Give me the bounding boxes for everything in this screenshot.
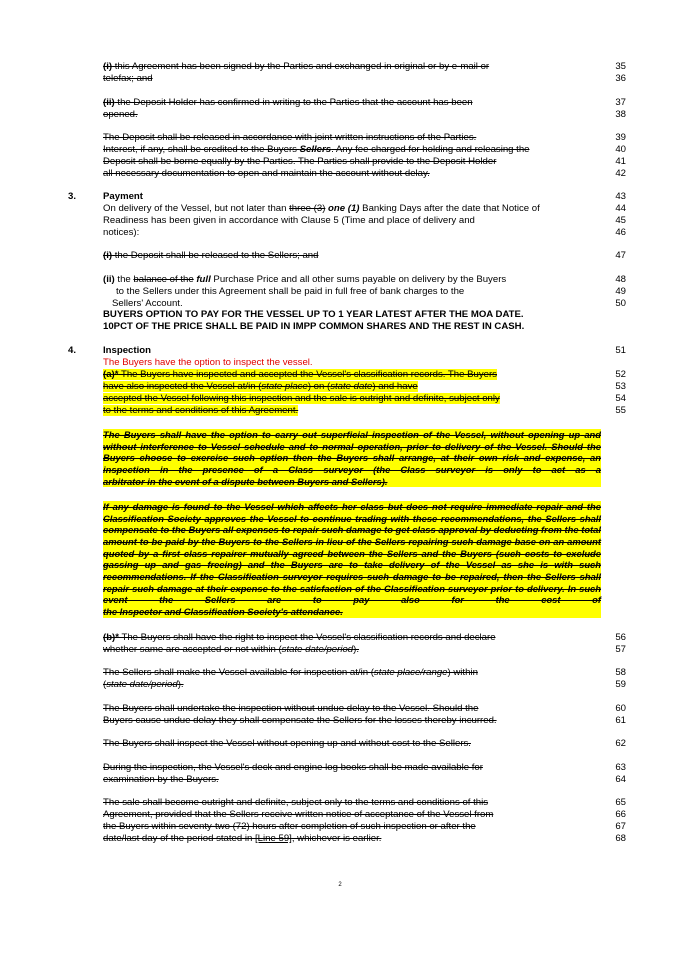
text-line: (b)* The Buyers shall have the right to inspect the Vessel's classification records and declare	[103, 632, 496, 643]
line-number: 62	[615, 738, 626, 749]
line-number: 40	[615, 144, 626, 155]
text-line: The Buyers shall inspect the Vessel without opening up and without cost to the Sellers.	[103, 738, 471, 749]
text-line: opened.	[103, 109, 138, 120]
text-line: The Sellers shall make the Vessel available for inspection at/in (state place/range) within	[103, 667, 478, 678]
text-line: (ii) the Deposit Holder has confirmed in writing to the Parties that the account has been	[103, 97, 473, 108]
line-number: 68	[615, 833, 626, 844]
line-number: 60	[615, 703, 626, 714]
text-line: During the inspection, the Vessel's deck and engine log books shall be made available for	[103, 762, 483, 773]
text-line: the Buyers within seventy-two (72) hours after completion of such inspection or after the	[103, 821, 476, 832]
line-number: 51	[615, 345, 626, 356]
text-line: (i) the Deposit shall be released to the Sellers; and	[103, 250, 319, 261]
line-number: 57	[615, 644, 626, 655]
line-number: 47	[615, 250, 626, 261]
line-number: 65	[615, 797, 626, 808]
line-number: 44	[615, 203, 626, 214]
text-line: Sellers' Account.	[112, 298, 183, 309]
line-number: 49	[615, 286, 626, 297]
line-number: 45	[615, 215, 626, 226]
line-number: 39	[615, 132, 626, 143]
line-number: 50	[615, 298, 626, 309]
line-number: 53	[615, 381, 626, 392]
highlighted-paragraph: If any damage is found to the Vessel which affects her class but does not require immediate repair and the Classification Society approves the Vessel to continue trading with these recommendations, the Sellers shall compensate to the Buyers all expenses to repair such damage to get class approval by deducting from the total amount to be paid by the Buyers to the Sellers in lieu of the Sellers repairing such damage base on an amount quoted by a first class repairer mutually agreed between the Sellers and the Buyers (such costs to exclude gassing up and gas freeing) and the Buyers are to take delivery of the Vessel as she is with such recommendations. If the Classification surveyor requires such damage to be repaired, then the Sellers shall repair such damage at their expense to the satisfaction of the Classification surveyor prior to delivery. In such event the Sellers are to pay also for the cost of the Inspector and Classification Society's attendance.	[103, 501, 602, 617]
text-line: The Buyers shall undertake the inspection without undue delay to the Vessel. Should the	[103, 703, 479, 714]
line-number: 58	[615, 667, 626, 678]
line-number: 55	[615, 405, 626, 416]
line-number: 61	[615, 715, 626, 726]
text-line: The sale shall become outright and definite, subject only to the terms and conditions of this	[103, 797, 489, 808]
text-line: Readiness has been given in accordance with Clause 5 (Time and place of delivery and	[103, 215, 475, 226]
text-line: Agreement, provided that the Sellers receive written notice of acceptance of the Vessel from	[103, 809, 494, 820]
text-line: to the terms and conditions of this Agreement.	[103, 405, 299, 416]
line-number: 66	[615, 809, 626, 820]
line-number: 64	[615, 774, 626, 785]
text-line: examination by the Buyers.	[103, 774, 219, 785]
line-number: 52	[615, 369, 626, 380]
text-line: notices):	[103, 227, 140, 238]
page-number: 2	[338, 882, 342, 888]
text-line: telefax; and	[103, 73, 153, 84]
line-number: 37	[615, 97, 626, 108]
text-line: 10PCT OF THE PRICE SHALL BE PAID IN IMPP COMMON SHARES AND THE REST IN CASH.	[103, 321, 525, 332]
text-line: all necessary documentation to open and maintain the account without delay.	[103, 168, 430, 179]
line-number: 38	[615, 109, 626, 120]
text-line: (state date/period).	[103, 679, 184, 690]
line-number: 59	[615, 679, 626, 690]
line-number: 42	[615, 168, 626, 179]
text-line: accepted the Vessel following this inspection and the sale is outright and definite, subject only	[103, 393, 500, 404]
text-line: (ii) the balance of the full Purchase Price and all other sums payable on delivery by the Buyers	[103, 274, 507, 285]
line-number: 36	[615, 73, 626, 84]
text-line: (i) this Agreement has been signed by the Parties and exchanged in original or by e-mail or	[103, 61, 490, 72]
text-line: whether same are accepted or not within (state date/period).	[103, 644, 360, 655]
text-line: Interest, if any, shall be credited to the Buyers Sellers. Any fee charged for holding and releasing the	[103, 144, 530, 155]
text-line: On delivery of the Vessel, but not later than three (3) one (1) Banking Days after the date that Notice of	[103, 203, 540, 214]
text-line: Buyers cause undue delay they shall compensate the Sellers for the losses thereby incurred.	[103, 715, 497, 726]
text-line: Deposit shall be borne equally by the Parties. The Parties shall provide to the Deposit Holder	[103, 156, 497, 167]
section-title: Inspection	[103, 345, 151, 356]
text-line: BUYERS OPTION TO PAY FOR THE VESSEL UP TO 1 YEAR LATEST AFTER THE MOA DATE.	[103, 309, 524, 320]
text-line: date/last day of the period stated in [Line 59], whichever is earlier.	[103, 833, 382, 844]
section-number: 3.	[68, 191, 77, 202]
line-number: 46	[615, 227, 626, 238]
highlighted-paragraph: The Buyers shall have the option to carry out superficial inspection of the Vessel, without opening up and without interference to Vessel schedule and to normal operation, prior to delivery of the Vessel. Should the Buyers choose to exercise such option then the Buyers shall arrange, at their own risk and expense, an inspection in the presence of a Class surveyor (the Class surveyor is only to act as a arbitrator in the event of a dispute between Buyers and Sellers).	[103, 429, 601, 487]
line-number: 43	[615, 191, 626, 202]
line-number: 63	[615, 762, 626, 773]
section-title: Payment	[103, 191, 143, 202]
text-line: The Buyers have the option to inspect the vessel.	[103, 357, 313, 368]
text-line: to the Sellers under this Agreement shall be paid in full free of bank charges to the	[116, 286, 465, 297]
line-number: 54	[615, 393, 626, 404]
section-number: 4.	[68, 345, 77, 356]
line-number: 35	[615, 61, 626, 72]
line-number: 41	[615, 156, 626, 167]
line-number: 56	[615, 632, 626, 643]
text-line: The Deposit shall be released in accordance with joint written instructions of the Parties.	[103, 132, 477, 143]
line-number: 48	[615, 274, 626, 285]
line-number: 67	[615, 821, 626, 832]
text-line: have also inspected the Vessel at/in (state place) on (state date) and have	[103, 381, 418, 392]
text-line: (a)* The Buyers have inspected and accepted the Vessel's classification records. The Buyers	[103, 369, 497, 380]
